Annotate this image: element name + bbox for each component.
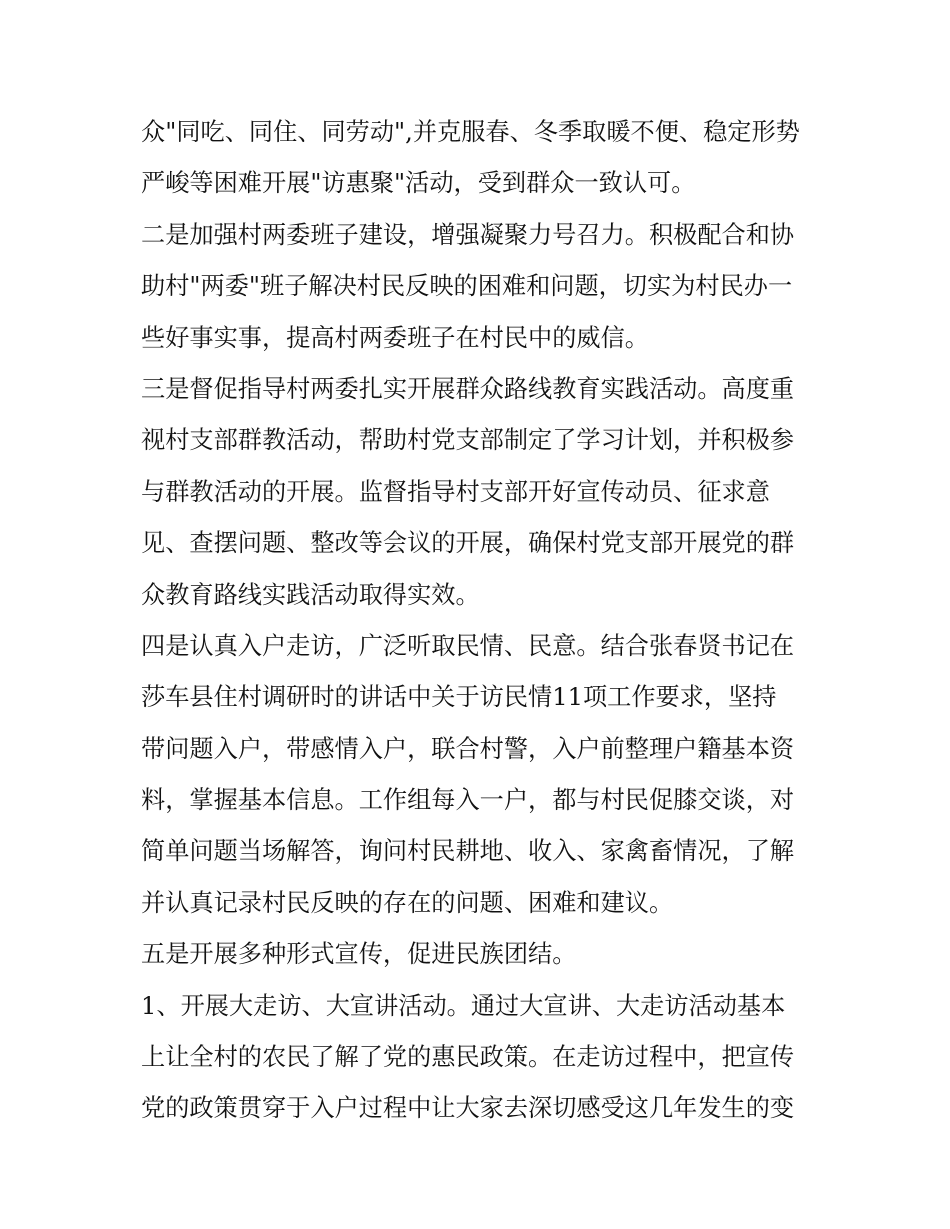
text-line: 严峻等困难开展"访惠聚"活动，受到群众一致认可。 bbox=[141, 169, 696, 198]
text-line: 些好事实事，提高村两委班子在村民中的威信。 bbox=[141, 323, 649, 352]
text-line: 众"同吃、同住、同劳动",并克服春、冬季取暖不便、稳定形势 bbox=[141, 118, 800, 146]
text-line: 简单问题当场解答，询问村民耕地、收入、家禽畜情况，了解 bbox=[141, 837, 795, 866]
document-body bbox=[141, 107, 821, 1135]
text-line: 与群教活动的开展。监督指导村支部开好宣传动员、征求意 bbox=[141, 477, 770, 506]
text-line: 带问题入户，带感情入户，联合村警，入户前整理户籍基本资 bbox=[141, 734, 795, 763]
text-line: 视村支部群教活动，帮助村党支部制定了学习计划，并积极参 bbox=[141, 426, 795, 455]
text-line: 料，掌握基本信息。工作组每入一户，都与村民促膝交谈，对 bbox=[141, 786, 795, 815]
text-line: 莎车县住村调研时的讲话中关于访民情11项工作要求，坚持 bbox=[141, 683, 777, 712]
text-line: 1、开展大走访、大宣讲活动。通过大宣讲、大走访活动基本 bbox=[141, 991, 786, 1020]
text-line: 三是督促指导村两委扎实开展群众路线教育实践活动。高度重 bbox=[141, 374, 795, 403]
text-line: 并认真记录村民反映的存在的问题、困难和建议。 bbox=[141, 888, 674, 917]
text-line: 四是认真入户走访，广泛听取民情、民意。结合张春贤书记在 bbox=[141, 631, 795, 660]
text-line: 上让全村的农民了解了党的惠民政策。在走访过程中，把宣传 bbox=[141, 1043, 795, 1072]
text-line: 二是加强村两委班子建设，增强凝聚力号召力。积极配合和协 bbox=[141, 220, 795, 249]
text-line: 党的政策贯穿于入户过程中让大家去深切感受这几年发生的变 bbox=[141, 1094, 795, 1123]
text-line: 众教育路线实践活动取得实效。 bbox=[141, 580, 480, 609]
text-line: 五是开展多种形式宣传，促进民族团结。 bbox=[141, 940, 577, 969]
text-line: 助村"两委"班子解决村民反映的困难和问题，切实为村民办一 bbox=[141, 272, 793, 301]
text-line: 见、查摆问题、整改等会议的开展，确保村党支部开展党的群 bbox=[141, 529, 795, 558]
